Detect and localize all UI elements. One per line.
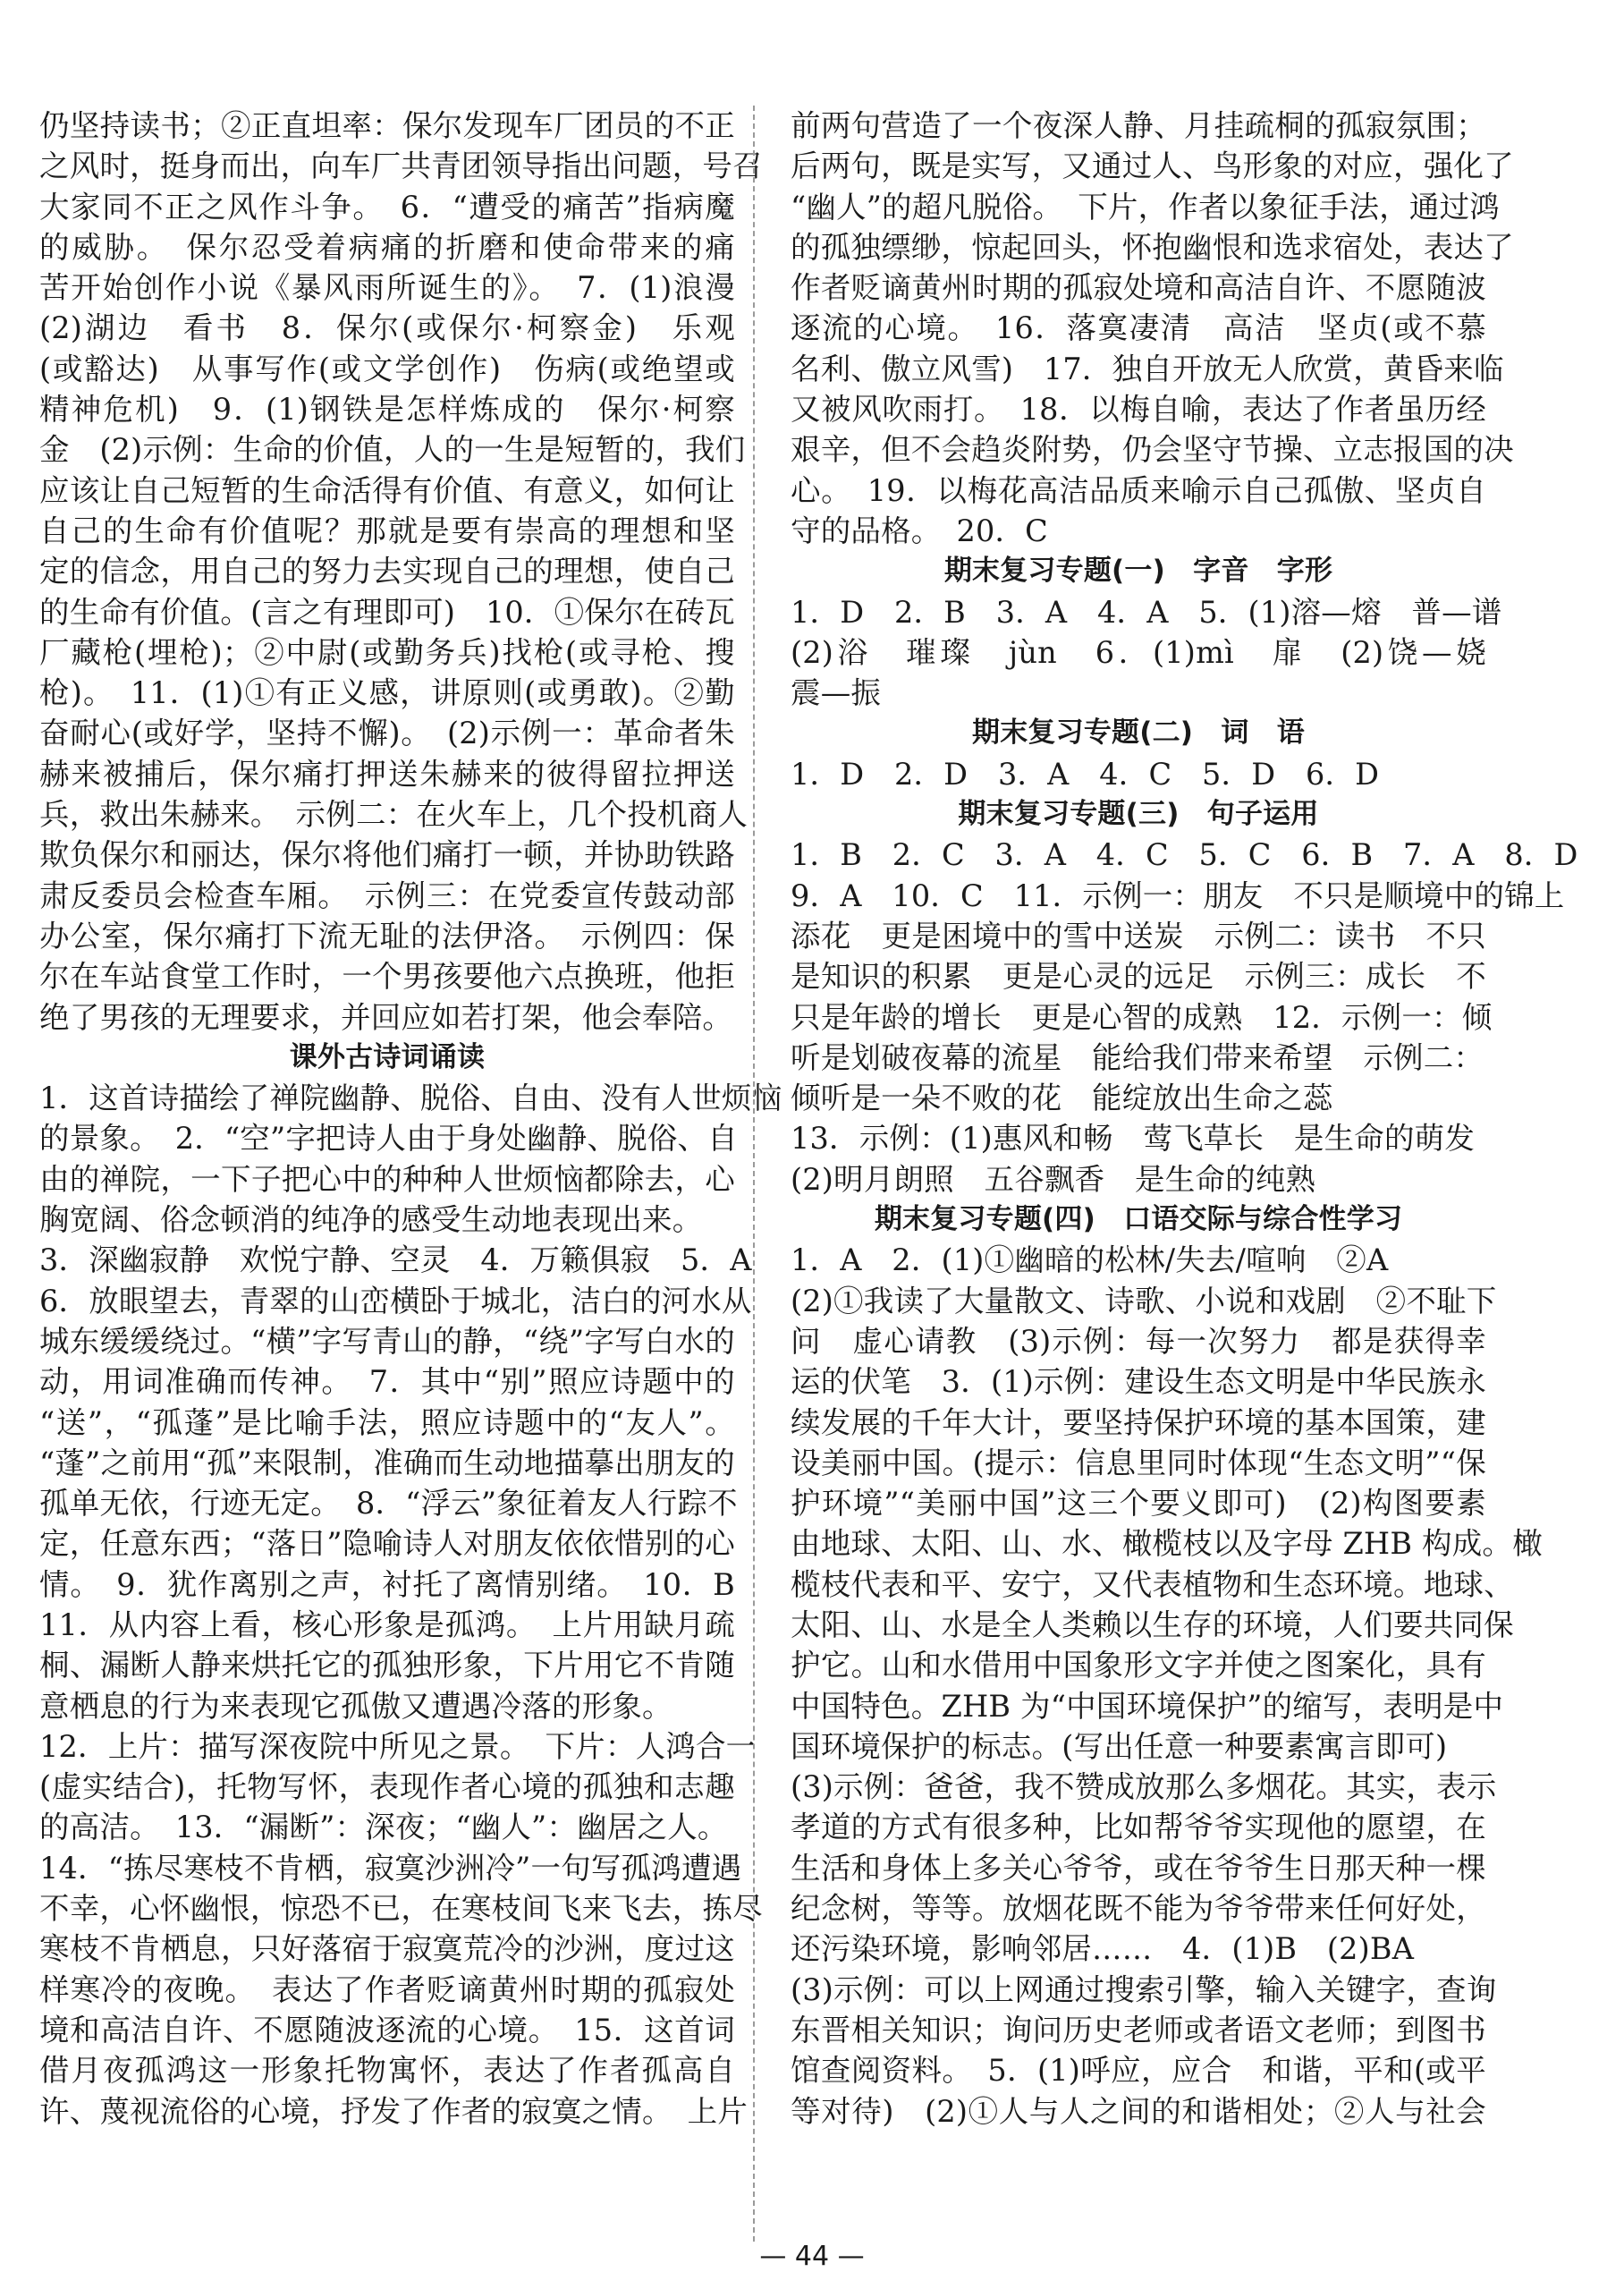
text-line: 定，任意东西；“落日”隐喻诗人对朋友依依惜别的心: [39, 1526, 735, 1562]
text-line: 中国特色。ZHB 为“中国环境保护”的缩写，表明是中: [791, 1688, 1504, 1724]
text-line: 之风时，挺身而出，向车厂共青团领导指出问题，号召: [39, 148, 763, 184]
text-line: 11．从内容上看，核心形象是孤鸿。 上片用缺月疏: [39, 1607, 735, 1642]
text-line: (2)明月朗照 五谷飘香 是生命的纯熟: [791, 1161, 1316, 1197]
text-line: 境和高洁自许、不愿随波逐流的心境。 15．这首词: [39, 2012, 735, 2047]
text-line: 苦开始创作小说《暴风雨所诞生的》。 7．(1)浪漫: [39, 270, 735, 306]
text-line: (2)浴 璀璨 jùn 6．(1)mì 扉 (2)饶—娆: [791, 634, 1486, 670]
text-line: 由地球、太阳、山、水、橄榄枝以及字母 ZHB 构成。橄: [791, 1526, 1543, 1562]
text-line: 逐流的心境。 16．落寞凄清 高洁 坚贞(或不慕: [791, 310, 1486, 346]
text-line: 不幸，心怀幽恨，惊恐不已，在寒枝间飞来飞去，拣尽: [39, 1891, 763, 1927]
text-line: 定的信念，用自己的努力去实现自己的理想，使自己: [39, 554, 735, 589]
text-line: 13．示例：(1)惠风和畅 莺飞草长 是生命的萌发: [791, 1121, 1476, 1157]
page-number: — 44 —: [759, 2241, 865, 2272]
text-line: 1．A 2．(1)①幽暗的松林/失去/喧响 ②A: [791, 1242, 1389, 1278]
text-line: 续发展的千年大计，要坚持保护环境的基本国策，建: [791, 1404, 1486, 1440]
text-line: 只是年龄的增长 更是心智的成熟 12．示例一：倾: [791, 999, 1493, 1035]
text-line: “蓬”之前用“孤”来限制，准确而生动地描摹出朋友的: [39, 1445, 735, 1480]
text-line: 还污染环境，影响邻居…… 4．(1)B (2)BA: [791, 1931, 1415, 1967]
text-line: 厂藏枪(埋枪)；②中尉(或勤务兵)找枪(或寻枪、搜: [39, 634, 735, 670]
text-line: (2)①我读了大量散文、诗歌、小说和戏剧 ②不耻下: [791, 1283, 1497, 1318]
text-line: 枪)。 11．(1)①有正义感，讲原则(或勇敢)。②勤: [39, 675, 735, 711]
text-line: 胸宽阔、俗念顿消的纯净的感受生动地表现出来。: [39, 1202, 703, 1238]
text-line: 听是划破夜幕的流星 能给我们带来希望 示例二：: [791, 1039, 1484, 1075]
text-line: 1．D 2．D 3．A 4．C 5．D 6．D: [791, 756, 1380, 792]
text-line: 兵，救出朱赫来。 示例二：在火车上，几个投机商人: [39, 797, 749, 833]
section-heading: 期末复习专题(三) 句子运用: [958, 798, 1319, 831]
text-line: 桐、漏断人静来烘托它的孤独形象，下片用它不肯随: [39, 1648, 735, 1683]
text-line: 6．放眼望去，青翠的山峦横卧于城北，洁白的河水从: [39, 1283, 752, 1318]
text-line: 1．B 2．C 3．A 4．C 5．C 6．B 7．A 8．D: [791, 837, 1578, 873]
text-line: 借月夜孤鸿这一形象托物寓怀，表达了作者孤高自: [39, 2053, 735, 2089]
text-line: 添花 更是困境中的雪中送炭 示例二：读书 不只: [791, 918, 1486, 954]
text-line: 守的品格。 20．C: [791, 513, 1049, 548]
text-line: (虚实结合)，托物写怀，表现作者心境的孤独和志趣: [39, 1769, 735, 1805]
text-line: 城东缓缓绕过。“横”字写青山的静，“绕”字写白水的: [39, 1323, 735, 1359]
text-line: 前两句营造了一个夜深人静、月挂疏桐的孤寂氛围；: [791, 108, 1486, 143]
text-line: (或豁达) 从事写作(或文学创作) 伤病(或绝望或: [39, 351, 735, 386]
text-line: 3．深幽寂静 欢悦宁静、空灵 4．万籁俱寂 5．A: [39, 1242, 752, 1278]
text-line: 的高洁。 13．“漏断”：深夜；“幽人”：幽居之人。: [39, 1810, 728, 1845]
column-divider: [753, 106, 755, 2242]
text-line: 生活和身体上多关心爷爷，或在爷爷生日那天种一棵: [791, 1850, 1486, 1886]
text-line: 奋耐心(或好学，坚持不懈)。 (2)示例一：革命者朱: [39, 716, 735, 751]
text-line: 应该让自己短暂的生命活得有价值、有意义，如何让: [39, 472, 735, 508]
text-line: 12．上片：描写深夜院中所见之景。 下片：人鸿合一: [39, 1728, 757, 1764]
text-line: “送”，“孤蓬”是比喻手法，照应诗题中的“友人”。: [39, 1404, 735, 1440]
text-line: (2)湖边 看书 8．保尔(或保尔·柯察金) 乐观: [39, 310, 735, 346]
text-line: 名利、傲立风雪) 17．独自开放无人欣赏，黄昏来临: [791, 351, 1504, 386]
text-line: 运的伏笔 3．(1)示例：建设生态文明是中华民族永: [791, 1364, 1486, 1400]
text-line: 后两句，既是实写，又通过人、鸟形象的对应，强化了: [791, 148, 1514, 184]
text-line: 倾听是一朵不败的花 能绽放出生命之蕊: [791, 1081, 1333, 1116]
text-line: 绝了男孩的无理要求，并回应如若打架，他会奉陪。: [39, 999, 733, 1035]
text-line: 金 (2)示例：生命的价值，人的一生是短暂的，我们: [39, 432, 746, 468]
left-column: [39, 106, 782, 2132]
text-line: 馆查阅资料。 5．(1)呼应，应合 和谐，平和(或平: [791, 2053, 1486, 2089]
text-line: 情。 9．犹作离别之声，衬托了离情别绪。 10．B: [39, 1566, 735, 1602]
text-line: (3)示例：可以上网通过搜索引擎，输入关键字，查询: [791, 1971, 1497, 2007]
text-line: 肃反委员会检查车厢。 示例三：在党委宣传鼓动部: [39, 877, 735, 913]
text-line: 孝道的方式有很多种，比如帮爷爷实现他的愿望，在: [791, 1810, 1486, 1845]
text-line: 护环境”“美丽中国”这三个要义即可) (2)构图要素: [791, 1486, 1486, 1522]
text-line: 孤单无依，行迹无定。 8．“浮云”象征着友人行踪不: [39, 1486, 738, 1522]
text-line: 心。 19．以梅花高洁品质来喻示自己孤傲、坚贞自: [791, 472, 1486, 508]
text-line: 震—振: [791, 675, 882, 711]
text-line: 的生命有价值。(言之有理即可) 10．①保尔在砖瓦: [39, 594, 735, 630]
text-line: 寒枝不肯栖息，只好落宿于寂寞荒冷的沙洲，度过这: [39, 1931, 735, 1967]
text-line: 设美丽中国。(提示：信息里同时体现“生态文明”“保: [791, 1445, 1486, 1480]
text-line: 9．A 10．C 11．示例一：朋友 不只是顺境中的锦上: [791, 877, 1565, 913]
section-heading: 期末复习专题(二) 词 语: [972, 716, 1305, 750]
text-line: 榄枝代表和平、安宁，又代表植物和生态环境。地球、: [791, 1566, 1514, 1602]
text-line: 自己的生命有价值呢？那就是要有崇高的理想和坚: [39, 513, 735, 548]
text-line: 办公室，保尔痛打下流无耻的法伊洛。 示例四：保: [39, 918, 735, 954]
text-line: 作者贬谪黄州时期的孤寂处境和高洁自许、不愿随波: [791, 270, 1486, 306]
text-line: 的孤独缥缈，惊起回头，怀抱幽恨和选求宿处，表达了: [791, 229, 1514, 265]
text-line: 精神危机) 9．(1)钢铁是怎样炼成的 保尔·柯察: [39, 392, 735, 428]
text-line: 样寒冷的夜晚。 表达了作者贬谪黄州时期的孤寂处: [39, 1971, 735, 2007]
text-line: 尔在车站食堂工作时，一个男孩要他六点换班，他拒: [39, 959, 735, 995]
right-column: [791, 106, 1578, 2132]
text-line: 问 虚心请教 (3)示例：每一次努力 都是获得幸: [791, 1323, 1486, 1359]
text-line: 是知识的积累 更是心灵的远足 示例三：成长 不: [791, 959, 1486, 995]
text-line: 1．这首诗描绘了禅院幽静、脱俗、自由、没有人世烦恼: [39, 1081, 782, 1116]
text-line: 纪念树，等等。放烟花既不能为爷爷带来任何好处，: [791, 1891, 1486, 1927]
text-line: 动，用词准确而传神。 7．其中“别”照应诗题中的: [39, 1364, 735, 1400]
text-line: 护它。山和水借用中国象形文字并使之图案化，具有: [791, 1648, 1486, 1683]
text-line: (3)示例：爸爸，我不赞成放那么多烟花。其实，表示: [791, 1769, 1497, 1805]
text-line: 的景象。 2．“空”字把诗人由于身处幽静、脱俗、自: [39, 1121, 738, 1157]
text-line: “幽人”的超凡脱俗。 下片，作者以象征手法，通过鸿: [791, 189, 1501, 225]
text-line: 东晋相关知识；询问历史老师或者语文老师；到图书: [791, 2012, 1486, 2047]
text-line: 许、蔑视流俗的心境，抒发了作者的寂寞之情。 上片: [39, 2093, 749, 2129]
section-heading: 期末复习专题(四) 口语交际与综合性学习: [874, 1203, 1403, 1236]
text-line: 大家同不正之风作斗争。 6．“遭受的痛苦”指病魔: [39, 189, 735, 225]
text-line: 太阳、山、水是全人类赖以生存的环境，人们要共同保: [791, 1607, 1514, 1642]
text-line: 的威胁。 保尔忍受着病痛的折磨和使命带来的痛: [39, 229, 735, 265]
text-line: 1．D 2．B 3．A 4．A 5．(1)溶—熔 普—谱: [791, 594, 1502, 630]
text-line: 14．“拣尽寒枝不肯栖，寂寞沙洲冷”一句写孤鸿遭遇: [39, 1850, 742, 1886]
text-line: 由的禅院，一下子把心中的种种人世烦恼都除去，心: [39, 1161, 735, 1197]
text-line: 又被风吹雨打。 18．以梅自喻，表达了作者虽历经: [791, 392, 1486, 428]
text-line: 仍坚持读书；②正直坦率：保尔发现车厂团员的不正: [39, 108, 735, 143]
text-line: 国环境保护的标志。(写出任意一种要素寓言即可): [791, 1728, 1448, 1764]
section-heading: 课外古诗词诵读: [289, 1040, 486, 1073]
section-heading: 期末复习专题(一) 字音 字形: [943, 555, 1333, 588]
text-line: 艰辛，但不会趋炎附势，仍会坚守节操、立志报国的决: [791, 432, 1514, 468]
text-line: 意栖息的行为来表现它孤傲又遭遇冷落的形象。: [39, 1688, 672, 1724]
text-line: 欺负保尔和丽达，保尔将他们痛打一顿，并协助铁路: [39, 837, 735, 873]
text-line: 赫来被捕后，保尔痛打押送朱赫来的彼得留拉押送: [39, 756, 735, 792]
text-line: 等对待) (2)①人与人之间的和谐相处；②人与社会: [791, 2093, 1486, 2129]
